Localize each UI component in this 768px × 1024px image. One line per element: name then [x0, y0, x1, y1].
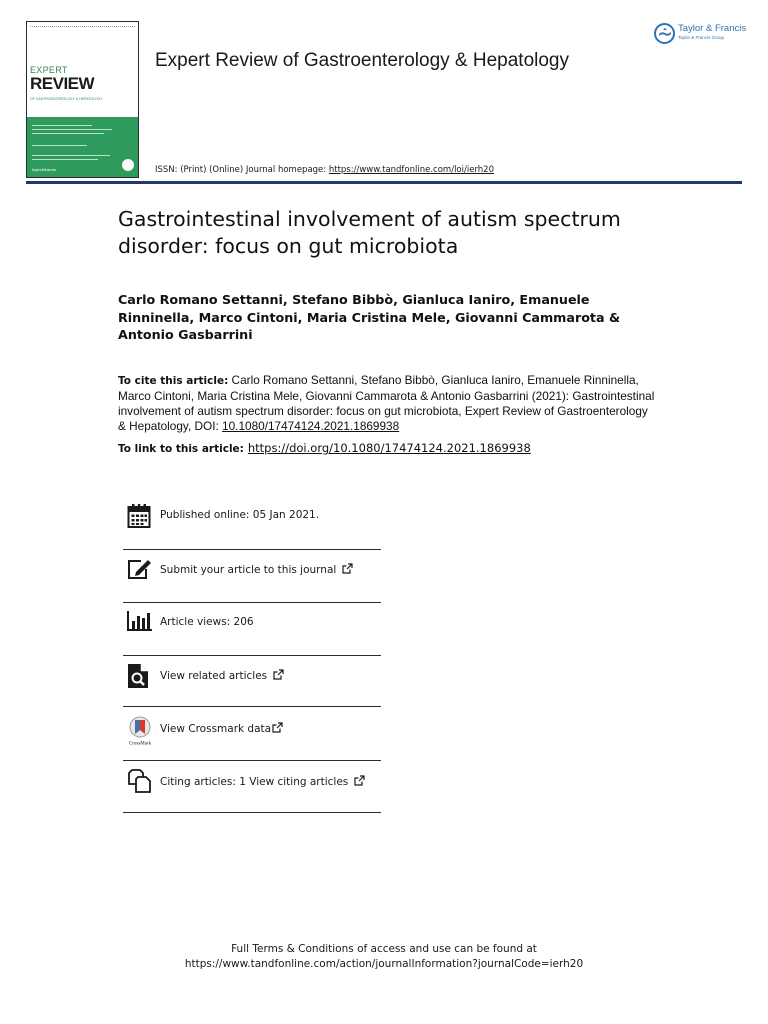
issn-line	[155, 165, 494, 175]
cover-subtitle: OF GASTROENTEROLOGY & HEPATOLOGY	[30, 97, 103, 101]
citation-block	[118, 373, 658, 434]
calendar-icon	[127, 503, 153, 529]
external-link-icon	[273, 669, 284, 683]
list-divider	[123, 602, 381, 603]
journal-title: Expert Review of Gastroenterology & Hepatology	[155, 50, 569, 71]
crossmark-link[interactable]	[123, 716, 381, 756]
article-link-label: To link to this article:	[118, 443, 244, 455]
journal-cover-image	[26, 21, 139, 178]
footer-terms-text: Full Terms & Conditions of access and use can be found at	[231, 943, 537, 955]
citation-label: To cite this article:	[118, 375, 229, 387]
submit-article-label	[160, 563, 353, 577]
cover-top-rule	[30, 26, 135, 30]
edit-icon	[127, 557, 153, 583]
publisher-name: Taylor & Francis	[678, 23, 747, 34]
cover-publisher-mark: taylor&francis	[32, 167, 57, 172]
list-divider	[123, 549, 381, 550]
cover-text-line	[32, 159, 98, 160]
list-divider	[123, 760, 381, 761]
cover-circle-mark	[122, 159, 134, 171]
cover-text-line	[32, 129, 112, 130]
cover-text-line	[32, 155, 110, 156]
citation-text: Carlo Romano Settanni, Stefano Bibbò, Gianluca Ianiro, Emanuele Rinninella, Marco Cintoni, Maria Cristina Mele, Giovanni Cammarota & Antonio Gasbarrini (2021): Gastrointestinal involvement of autism spectrum disorder: focus on gut microbiota, Expert Review of Gastroenterology & Hepatology, DOI:	[118, 373, 655, 433]
publisher-group: Taylor & Francis Group	[678, 35, 725, 40]
cover-word-review: REVIEW	[30, 74, 95, 93]
crossmark-icon	[127, 716, 153, 746]
copy-icon	[127, 769, 153, 795]
journal-homepage-link[interactable]: https://www.tandfonline.com/loi/ierh20	[328, 165, 494, 175]
published-online-item	[123, 503, 381, 543]
list-divider	[123, 655, 381, 656]
related-articles-link[interactable]	[123, 663, 381, 703]
document-search-icon	[127, 663, 153, 689]
crossmark-label	[160, 722, 283, 736]
article-authors: Carlo Romano Settanni, Stefano Bibbò, Gianluca Ianiro, Emanuele Rinninella, Marco Cintoni, Maria Cristina Mele, Giovanni Cammarota & Antonio Gasbarrini	[118, 292, 621, 342]
citing-articles-link[interactable]	[123, 769, 381, 809]
doi-link[interactable]: 10.1080/17474124.2021.1869938	[222, 419, 400, 433]
related-articles-text: View related articles	[160, 670, 268, 682]
cover-green-panel	[27, 117, 139, 178]
crossmark-text: View Crossmark data	[160, 723, 272, 735]
cover-text-line	[32, 133, 104, 134]
footer-terms-url[interactable]: https://www.tandfonline.com/action/journalInformation?journalCode=ierh20	[184, 958, 584, 970]
taylor-francis-ring-icon	[654, 23, 675, 44]
article-views-item	[123, 610, 381, 650]
citing-articles-text: Citing articles: 1 View citing articles	[160, 776, 349, 788]
submit-article-text: Submit your article to this journal	[160, 564, 337, 576]
citing-articles-label	[160, 775, 365, 789]
article-title: Gastrointestinal involvement of autism spectrum disorder: focus on gut microbiota	[118, 207, 621, 258]
taylor-francis-logo[interactable]	[654, 22, 746, 48]
bar-chart-icon	[127, 610, 153, 636]
cover-word-expert: EXPERT	[30, 65, 68, 75]
published-online-text: Published online: 05 Jan 2021.	[160, 509, 320, 521]
crossmark-logo-text: CrossMark	[128, 741, 152, 746]
issn-label: ISSN: (Print) (Online) Journal homepage:	[155, 165, 329, 175]
external-link-icon	[272, 722, 283, 736]
external-link-icon	[354, 775, 365, 789]
article-doi-url[interactable]: https://doi.org/10.1080/17474124.2021.1869938	[247, 441, 531, 455]
cover-text-line	[32, 145, 87, 146]
submit-article-link[interactable]	[123, 557, 381, 597]
article-views-text: Article views: 206	[160, 616, 254, 628]
header-divider	[26, 181, 742, 184]
list-divider	[123, 812, 381, 813]
footer-terms	[0, 942, 768, 972]
cover-text-line	[32, 125, 92, 126]
list-divider	[123, 706, 381, 707]
external-link-icon	[342, 563, 353, 577]
article-link-line	[118, 441, 678, 455]
related-articles-label	[160, 669, 284, 683]
